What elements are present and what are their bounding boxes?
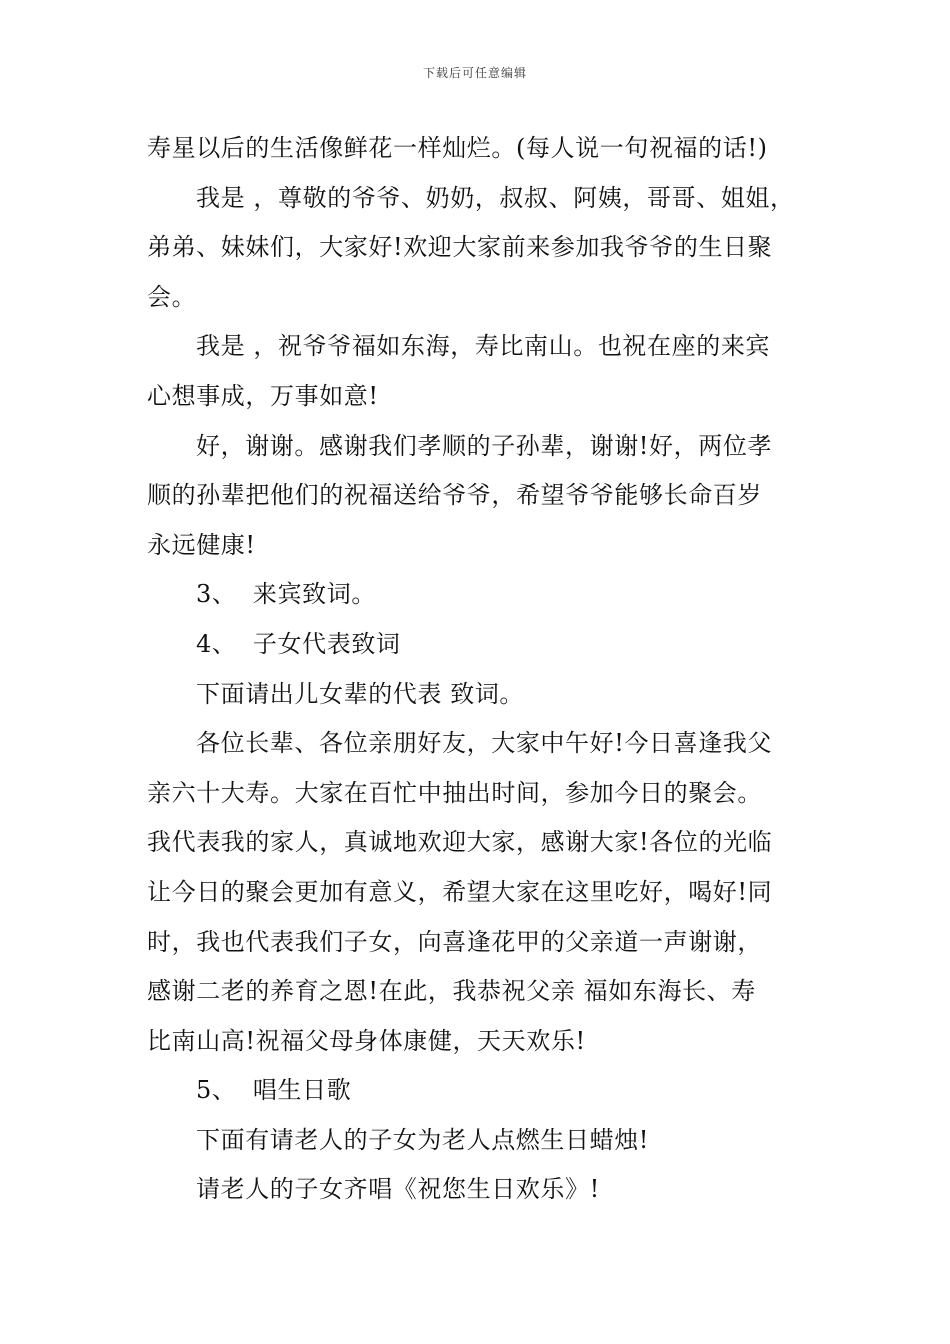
- document-body: [147, 124, 837, 1215]
- text-line: 会。: [147, 282, 197, 311]
- text-line: 请老人的子女齐唱《祝您生日欢乐》!: [196, 1175, 600, 1204]
- text-line: 心想事成，万事如意!: [147, 381, 379, 410]
- text-line: 下面有请老人的子女为老人点燃生日蜡烛!: [196, 1125, 650, 1154]
- text-line: 让今日的聚会更加有意义，希望大家在这里吃好，喝好!同: [147, 877, 773, 906]
- text-line: 各位长辈、各位亲朋好友，大家中午好!今日喜逢我父: [196, 729, 773, 758]
- section-heading: 4、 子女代表致词: [196, 629, 401, 658]
- section-heading: 5、 唱生日歌: [196, 1076, 352, 1105]
- text-line: 时，我也代表我们子女，向喜逢花甲的父亲道一声谢谢，: [147, 927, 762, 956]
- text-line: 好，谢谢。感谢我们孝顺的子孙辈，谢谢!好，两位孝: [196, 431, 773, 460]
- page-header: 下载后可任意编辑: [422, 66, 527, 80]
- text-line: 顺的孙辈把他们的祝福送给爷爷，希望爷爷能够长命百岁: [147, 481, 762, 510]
- text-line: 亲六十大寿。大家在百忙中抽出时间，参加今日的聚会。: [147, 778, 762, 807]
- text-line: 下面请出儿女辈的代表 致词。: [196, 679, 525, 708]
- text-line: 寿星以后的生活像鲜花一样灿烂。(每人说一句祝福的话!): [147, 134, 768, 162]
- text-line: 我代表我的家人，真诚地欢迎大家，感谢大家!各位的光临: [147, 828, 773, 857]
- text-line: 永远健康!: [147, 530, 256, 559]
- text-line: 我是 ，尊敬的爷爷、奶奶，叔叔、阿姨，哥哥、姐姐，: [196, 183, 795, 212]
- text-line: 比南山高!祝福父母身体康健，天天欢乐!: [147, 1026, 586, 1055]
- text-line: 感谢二老的养育之恩!在此，我恭祝父亲 福如东海长、寿: [147, 977, 756, 1006]
- text-line: 弟弟、妹妹们，大家好!欢迎大家前来参加我爷爷的生日聚: [147, 233, 773, 262]
- text-line: 我是 ，祝爷爷福如东海，寿比南山。也祝在座的来宾: [196, 332, 771, 361]
- section-heading: 3、 来宾致词。: [196, 580, 376, 609]
